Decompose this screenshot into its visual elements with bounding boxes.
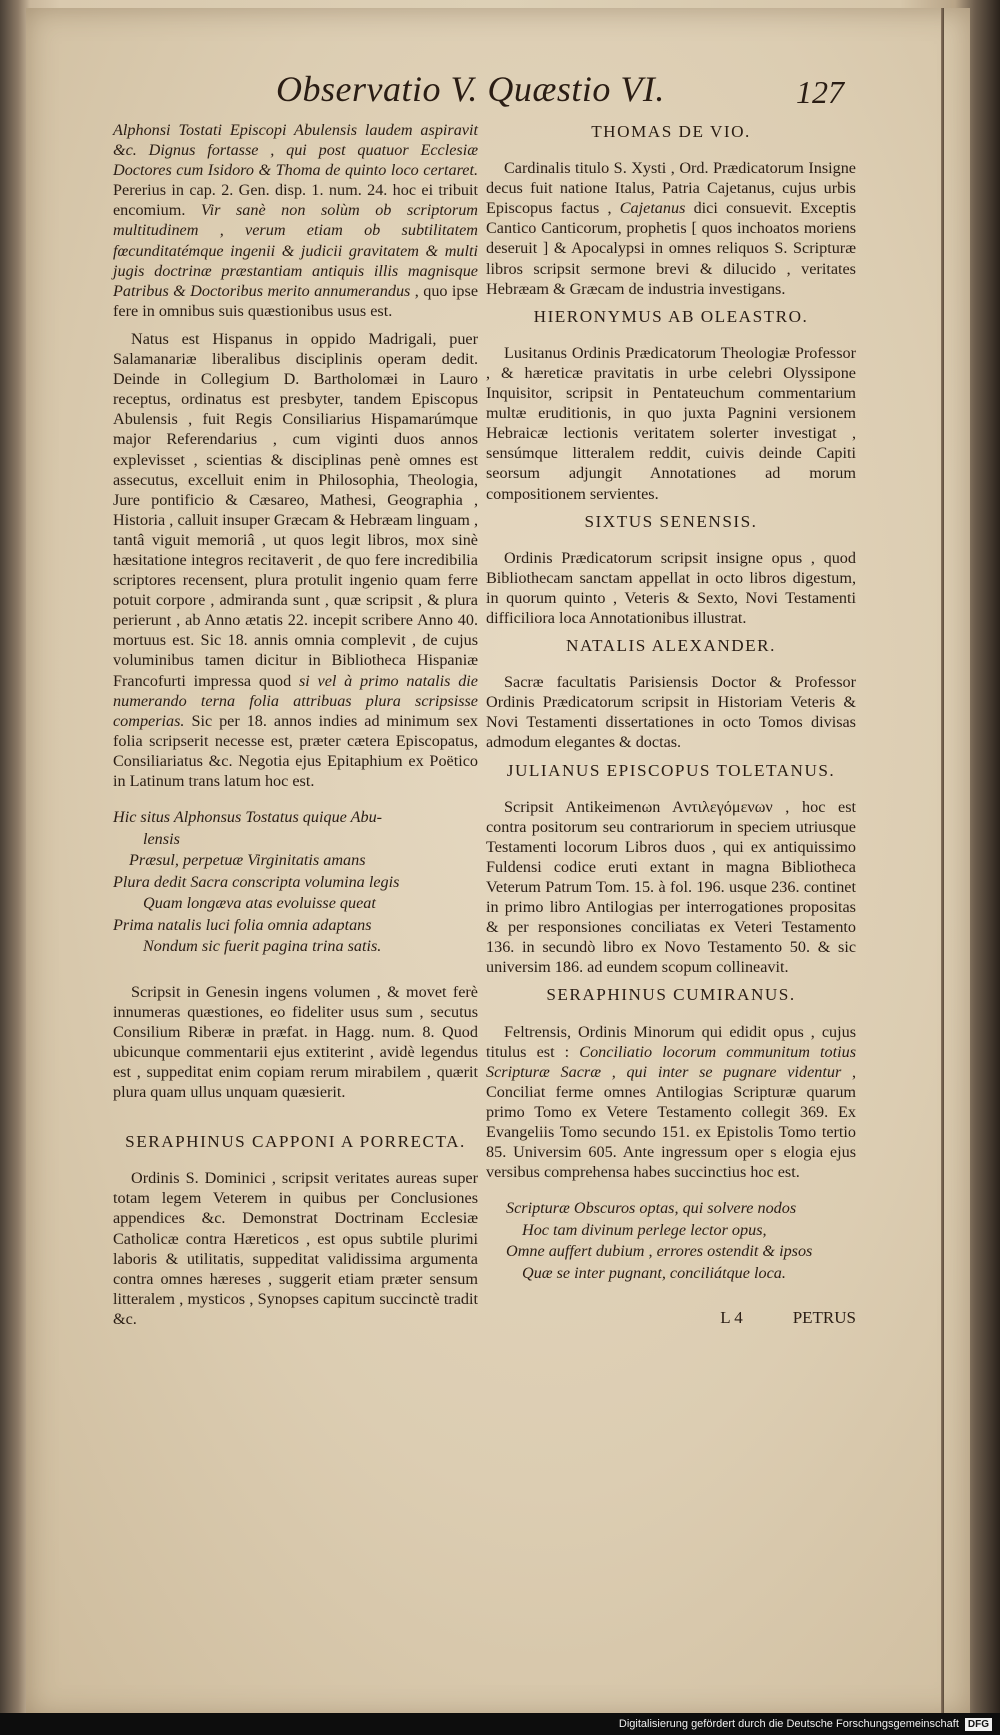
plain-text: dici consuevit. Exceptis Cantico Canticorum, prophetis [ quos inchoatos moriens deseruit ] & Apocalypsi in omnes reliquos S. Scripturæ libros scripsit sermone brevi & dilucido , veritates Hebræam & Græcam de industria investigans. (486, 199, 856, 298)
paragraph-natalis: Sacræ facultatis Parisiensis Doctor & Professor Ordinis Prædicatorum scripsit in Historiam Veteris & Novi Testamenti dissertationes in octo Tomos divisas admodum elegantes & doctas. (486, 673, 856, 752)
signature-line (486, 1308, 856, 1328)
catchword: PETRUS (792, 1308, 856, 1328)
page-number: 127 (796, 74, 844, 110)
paragraph-sixtus: Ordinis Prædicatorum scripsit insigne opus , quod Bibliothecam sanctam appellat in octo libros digestum, in quorum quinto , Veteris & Sexto, Novi Testamenti difficiliora loca Annotationibus illustrat. (486, 548, 856, 627)
paragraph-julianus: Scripsit Antikeimenωn Aντιλεγόμενων , hoc est contra positorum seu contrariorum in speciem utriusque Testamenti locorum Libros duos , qui ex antiquissimo Fuldensi codice eruti extant in magna Bibliotheca Veterum Patrum Tom. 15. à fol. 196. usque 236. continet in primo libro Antilogias per interrogationes propositas & per responsiones conciliatas ex Veteri Testamento 136. in secundò libro ex Novo Testamento 50. & sic universim 186. ad eundem scopum collineavit. (486, 797, 856, 977)
running-head: Observatio V. Quæstio VI. (276, 69, 665, 109)
poem-line: lensis (143, 829, 180, 848)
heading-julianus: JULIANUS EPISCOPUS TOLETANUS. (506, 760, 836, 780)
paragraph-genesis: Scripsit in Genesin ingens volumen , & movet ferè innumeras quæstiones, eo fideliter usus sum , secutus Consilium Riberæ in præfat. in Hagg. num. 8. Quod ubicunque commentarii ejus extiterint , avidè legendus est , suppeditat enim copiam rerum mirabilem , quærit plura quam ullus unquam quæsierit. (113, 982, 478, 1102)
epitaph-poem (113, 807, 478, 958)
paragraph-cumiranus (486, 1022, 856, 1183)
heading-oleastro: HIERONYMUS AB OLEASTRO. (533, 306, 809, 326)
heading-natalis: NATALIS ALEXANDER. (566, 636, 776, 656)
italic-text: Conciliatio locorum communitum totius Scripturæ Sacræ , qui inter se pugnare videntur (486, 1042, 856, 1081)
plain-text: , quo ipse fere in omnibus suis quæstionibus usus est. (113, 281, 479, 320)
plain-text: Pererius in cap. 2. Gen. disp. 1. num. 24. hoc ei tribuit encomium. (113, 181, 478, 220)
poem-line: Nondum sic fuerit pagina trina satis. (143, 937, 382, 956)
plain-text: Natus est Hispanus in oppido Madrigali, puer Salamanariæ liberalibus disciplinis operam dedit. Deinde in Collegium D. Bartholomæi in Lauro receptus, ordinatus est presbyter, tandem Episcopus Abulensis , fuit Regis Consiliarius Hispamarúmque major Referendarius , cum viginti duos annos explevisset , scientias & disciplinas penè omnes est assecutus, excelluit enim in Philosophia, Theologia, Jure pontificio & Cæsareo, Mathesi, Geographia , Historia , calluit insuper Græcam & Hebræam linguam , tantâ viguit memoriâ , ut quos legit libros, mox sinè hæsitatione integros recitaverit , de quo fere incredibilia scriptores recensent, plura protulit ingenio quam ferre potuit corpore , admiranda sunt , quæ scripsit , & plura perierunt , ab Anno ætatis 22. incepit scribere Anno 40. mortuus est. Sic 18. annis omnia complevit , de cujus voluminibus tamen dicitur in Bibliotheca Hispaniæ Francofurti impressa quod (113, 329, 478, 690)
italic-text: Vir sanè non solùm ob scriptorum multitudinem , verum etiam ob subtilitatem fœcunditatémque ingenii & judicii gravitatem & multi jugis doctrinæ præstantiam antiquis illis magnisque Patribus & Doctoribus merito annumerandus (113, 201, 478, 300)
italic-text: Alphonsi Tostati Episcopi Abulensis laudem aspiravit &c. Dignus fortasse , qui post quatuor Ecclesiæ Doctores cum Isidoro & Thoma de quinto loco certaret. (113, 121, 478, 180)
paragraph-tostatus-praise (113, 120, 478, 321)
heading-cumiranus: SERAPHINUS CUMIRANUS. (546, 985, 796, 1005)
heading-thomas-de-vio: THOMAS DE VIO. (591, 122, 751, 141)
plain-text: Feltrensis, Ordinis Minorum qui edidit opus , cujus titulus est : (486, 1022, 856, 1061)
paragraph-tostatus-bio (113, 329, 478, 791)
poem-line: Quam longæva atas evoluisse queat (143, 894, 376, 913)
poem-line: Omne auffert dubium , errores ostendit & ipsos (506, 1242, 813, 1261)
left-column (113, 120, 478, 1337)
dfg-logo: DFG (965, 1718, 992, 1731)
book-page (26, 8, 970, 1718)
plain-text: , Conciliat ferme omnes Antilogias Scripturæ quarum primo Tomo ex Vetere Testamento collegit 369. Ex Evangeliis Tomo secundo 151. ex Epistolis Tomo tertio 85. Universim 605. Ante ingressum oper s elogia ejus versibus comprehensa habes succinctius hoc est. (486, 1062, 857, 1182)
signature-mark: L 4 (720, 1308, 743, 1328)
poem-line: Præsul, perpetuæ Virginitatis amans (129, 851, 366, 870)
poem-line: Quæ se inter pugnant, conciliátque loca. (522, 1263, 786, 1282)
heading-capponi: SERAPHINUS CAPPONI A PORRECTA. (125, 1132, 466, 1152)
paragraph-thomas-de-vio (486, 158, 856, 299)
poem-line: Hic situs Alphonsus Tostatus quique Abu- (113, 808, 383, 827)
page-edge (941, 8, 944, 1718)
poem-line: Scripturæ Obscuros optas, qui solvere nodos (506, 1199, 797, 1218)
plain-text: Sic per 18. annos indies ad minimum sex folia scripserit necesse est, præter cætera Episcopatus, Consiliariatus &c. Negotia ejus Epitaphium ex Poëtico in Latinum trans latum hoc est. (113, 711, 478, 790)
heading-sixtus: SIXTUS SENENSIS. (584, 511, 758, 531)
italic-text: si vel à primo natalis die numerando terna folia attribuas plura scripsisse comperias. (113, 671, 478, 730)
digitization-footer (0, 1713, 1000, 1735)
italic-text: Cajetanus (611, 199, 686, 218)
cumiranus-poem (506, 1198, 856, 1284)
poem-line: Prima natalis luci folia omnia adaptans (113, 915, 372, 934)
plain-text: Cardinalis titulo S. Xysti , Ord. Prædicatorum Insigne decus fuit natione Italus, Patria Cajetanus, cujus urbis Episcopus factus , (486, 159, 856, 218)
right-column (486, 120, 856, 1328)
paragraph-oleastro: Lusitanus Ordinis Prædicatorum Theologiæ Professor , & hæreticæ pravitatis in urbe celebri Olyssipone Inquisitor, scripsit in Pentateuchum commentarium multæ eruditionis, in quo juxta Pagnini versionem Hebraicæ lectionis veritatem solerter investigat , sensúmque litteralem reddit, cuivis deinde Capiti seorsum adjungit Annotationes ad morum compositionem servientes. (486, 343, 856, 503)
poem-line: Hoc tam divinum perlege lector opus, (522, 1220, 767, 1239)
footer-credit: Digitalisierung gefördert durch die Deutsche Forschungsgemeinschaft (618, 1718, 959, 1730)
poem-line: Plura dedit Sacra conscripta volumina legis (113, 872, 400, 891)
paragraph-capponi: Ordinis S. Dominici , scripsit veritates aureas super totam legem Veterem in quibus per Conclusiones appendices &c. Demonstrat Doctrinam Ecclesiæ Catholicæ contra Hæreticos , est opus subtile plurimi laboris & utilitatis, suppeditat validissima argumenta contra omnes hæreses , suggerit etiam præter sensum litteralem , mysticos , Synopses capitum succinctè tradit &c. (113, 1169, 478, 1328)
